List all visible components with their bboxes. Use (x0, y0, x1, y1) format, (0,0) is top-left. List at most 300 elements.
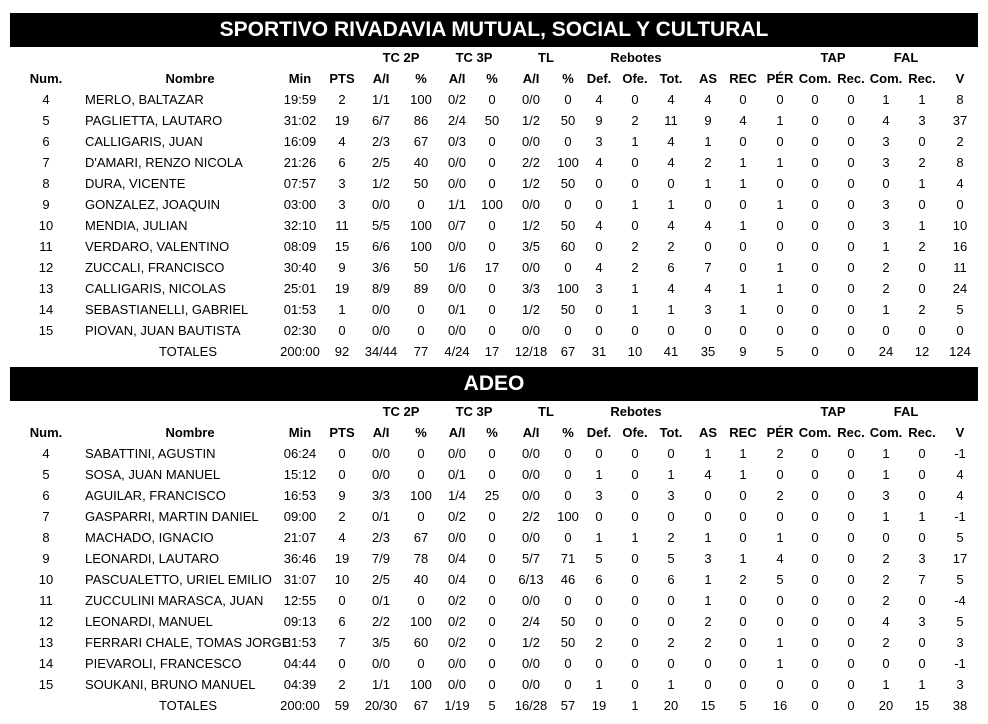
cell-fal-com: 1 (882, 92, 890, 107)
cell-tc2p-pct: 50 (413, 176, 429, 191)
cell-ofe: 1 (631, 281, 639, 296)
cell-min: 31:53 (283, 635, 317, 650)
cell-def: 9 (595, 113, 603, 128)
cell-pts: 0 (338, 323, 346, 338)
cell-tc2p-pct: 100 (410, 239, 432, 254)
cell-pts: 6 (338, 614, 346, 629)
cell-as: 1 (704, 134, 712, 149)
cell-nombre: CALLIGARIS, JUAN (85, 134, 203, 149)
cell-tc2p-ai: 5/5 (371, 218, 391, 233)
cell-tl-ai: 0/0 (521, 488, 541, 503)
cell-min: 15:12 (283, 467, 317, 482)
group-label-tl: TL (538, 404, 554, 419)
total-nombre: TOTALES (158, 698, 218, 713)
cell-v: 8 (956, 92, 964, 107)
cell-tap-rec: 0 (847, 218, 855, 233)
cell-ofe: 0 (631, 218, 639, 233)
cell-pts: 19 (334, 551, 350, 566)
table-row (10, 506, 978, 527)
cell-tc2p-ai: 2/5 (371, 155, 391, 170)
column-header-ofe: Ofe. (622, 425, 648, 440)
cell-fal-com: 1 (882, 509, 890, 524)
cell-tc2p-ai: 6/6 (371, 239, 391, 254)
table-row (10, 320, 978, 341)
cell-fal-rec: 7 (918, 572, 926, 587)
total-nombre: TOTALES (158, 344, 218, 359)
column-header-tc3p-ai: A/I (448, 425, 466, 440)
group-header-row (10, 47, 978, 68)
cell-as: 0 (704, 197, 712, 212)
cell-rec: 0 (739, 239, 747, 254)
cell-ofe: 0 (631, 677, 639, 692)
cell-num: 14 (38, 656, 54, 671)
cell-rec: 1 (739, 155, 747, 170)
cell-pts: 4 (338, 134, 346, 149)
total-num (16, 695, 76, 716)
cell-min: 04:39 (283, 677, 317, 692)
cell-per: 1 (776, 155, 784, 170)
cell-tc3p-ai: 1/6 (447, 260, 467, 275)
cell-nombre: SABATTINI, AGUSTIN (85, 446, 216, 461)
total-def: 31 (591, 344, 607, 359)
cell-rec: 0 (739, 260, 747, 275)
team-section-sportivo (10, 13, 978, 362)
cell-fal-rec: 0 (918, 488, 926, 503)
cell-tap-rec: 0 (847, 176, 855, 191)
cell-rec: 0 (739, 134, 747, 149)
cell-as: 2 (704, 614, 712, 629)
total-pts: 92 (334, 344, 350, 359)
cell-tc2p-ai: 0/0 (371, 302, 391, 317)
cell-tl-ai: 0/0 (521, 260, 541, 275)
cell-tap-com: 0 (811, 155, 819, 170)
cell-tc3p-pct: 50 (484, 113, 500, 128)
cell-nombre: AGUILAR, FRANCISCO (85, 488, 226, 503)
table-row (10, 653, 978, 674)
cell-tl-pct: 0 (564, 92, 572, 107)
cell-tot: 0 (667, 176, 675, 191)
column-header-tl-pct: % (562, 71, 574, 86)
cell-min: 21:26 (283, 155, 317, 170)
cell-fal-rec: 0 (918, 446, 926, 461)
cell-def: 0 (595, 197, 603, 212)
cell-def: 0 (595, 593, 603, 608)
cell-per: 0 (776, 614, 784, 629)
cell-tl-pct: 50 (560, 614, 576, 629)
cell-tap-com: 0 (811, 467, 819, 482)
column-header-tc3p-ai: A/I (448, 71, 466, 86)
column-header-tap-com: Com. (798, 71, 832, 86)
cell-tc2p-pct: 0 (417, 323, 425, 338)
cell-nombre: CALLIGARIS, NICOLAS (85, 281, 226, 296)
total-per: 16 (772, 698, 788, 713)
cell-ofe: 0 (631, 446, 639, 461)
cell-tc3p-pct: 0 (488, 509, 496, 524)
cell-tc2p-pct: 100 (410, 488, 432, 503)
cell-tot: 1 (667, 302, 675, 317)
cell-tl-pct: 0 (564, 656, 572, 671)
cell-num: 9 (42, 197, 50, 212)
cell-tc3p-pct: 0 (488, 467, 496, 482)
cell-rec: 0 (739, 509, 747, 524)
cell-tap-rec: 0 (847, 551, 855, 566)
cell-tl-ai: 2/2 (521, 509, 541, 524)
total-tl-ai: 16/28 (514, 698, 548, 713)
group-label-tap: TAP (820, 404, 846, 419)
cell-tc2p-ai: 0/0 (371, 467, 391, 482)
cell-tc3p-ai: 0/0 (447, 155, 467, 170)
cell-per: 1 (776, 113, 784, 128)
cell-tc2p-ai: 1/1 (371, 92, 391, 107)
cell-fal-com: 0 (882, 176, 890, 191)
cell-tot: 1 (667, 197, 675, 212)
cell-as: 9 (704, 113, 712, 128)
cell-min: 01:53 (283, 302, 317, 317)
cell-tl-pct: 0 (564, 323, 572, 338)
cell-nombre: PIEVAROLI, FRANCESCO (85, 656, 242, 671)
cell-tc3p-ai: 0/0 (447, 677, 467, 692)
team-section-adeo (10, 367, 978, 716)
cell-v: 3 (956, 635, 964, 650)
cell-fal-com: 0 (882, 530, 890, 545)
cell-tl-ai: 0/0 (521, 467, 541, 482)
cell-tc2p-pct: 86 (413, 113, 429, 128)
group-label-tl: TL (538, 50, 554, 65)
cell-tc3p-pct: 0 (488, 302, 496, 317)
cell-tap-com: 0 (811, 218, 819, 233)
cell-rec: 1 (739, 446, 747, 461)
cell-tap-rec: 0 (847, 488, 855, 503)
cell-pts: 19 (334, 281, 350, 296)
cell-fal-com: 1 (882, 677, 890, 692)
cell-fal-com: 3 (882, 488, 890, 503)
cell-tl-pct: 50 (560, 302, 576, 317)
total-v: 38 (952, 698, 968, 713)
table-row (10, 173, 978, 194)
cell-tap-com: 0 (811, 614, 819, 629)
table-row (10, 215, 978, 236)
cell-tot: 0 (667, 323, 675, 338)
total-ofe: 1 (631, 698, 639, 713)
cell-def: 0 (595, 614, 603, 629)
cell-tl-ai: 0/0 (521, 323, 541, 338)
cell-nombre: SOUKANI, BRUNO MANUEL (85, 677, 256, 692)
cell-num: 4 (42, 446, 50, 461)
cell-nombre: GASPARRI, MARTIN DANIEL (85, 509, 259, 524)
cell-rec: 1 (739, 176, 747, 191)
cell-tc2p-pct: 40 (413, 155, 429, 170)
column-header-rec: REC (729, 425, 757, 440)
group-label-tc3p: TC 3P (455, 50, 493, 65)
cell-tc3p-ai: 0/2 (447, 92, 467, 107)
cell-tc2p-ai: 6/7 (371, 113, 391, 128)
cell-fal-rec: 1 (918, 176, 926, 191)
table-row (10, 236, 978, 257)
cell-tc2p-ai: 0/0 (371, 446, 391, 461)
table-row (10, 527, 978, 548)
cell-fal-rec: 0 (918, 467, 926, 482)
totals-row (10, 341, 978, 362)
cell-as: 1 (704, 176, 712, 191)
cell-v: 37 (952, 113, 968, 128)
cell-num: 14 (38, 302, 54, 317)
cell-tc2p-pct: 78 (413, 551, 429, 566)
cell-pts: 9 (338, 488, 346, 503)
cell-tl-ai: 2/4 (521, 614, 541, 629)
cell-tc2p-ai: 2/5 (371, 572, 391, 587)
column-header-per: PÉR (766, 425, 794, 440)
cell-tot: 0 (667, 446, 675, 461)
cell-fal-com: 2 (882, 551, 890, 566)
cell-tc3p-ai: 0/0 (447, 176, 467, 191)
cell-fal-rec: 2 (918, 302, 926, 317)
cell-min: 31:07 (283, 572, 317, 587)
total-min: 200:00 (280, 698, 320, 713)
total-fal-com: 20 (878, 698, 894, 713)
cell-v: 4 (956, 488, 964, 503)
cell-tl-pct: 0 (564, 488, 572, 503)
column-header-fal-rec: Rec. (908, 71, 936, 86)
total-tap-rec: 0 (847, 344, 855, 359)
cell-tap-com: 0 (811, 509, 819, 524)
cell-tl-pct: 100 (557, 281, 579, 296)
cell-nombre: PIOVAN, JUAN BAUTISTA (85, 323, 241, 338)
cell-tc3p-pct: 0 (488, 572, 496, 587)
cell-tot: 3 (667, 488, 675, 503)
table-row (10, 548, 978, 569)
cell-tl-ai: 6/13 (518, 572, 544, 587)
cell-as: 4 (704, 218, 712, 233)
cell-tot: 6 (667, 572, 675, 587)
cell-num: 15 (38, 323, 54, 338)
cell-tc3p-ai: 0/2 (447, 614, 467, 629)
cell-tap-rec: 0 (847, 572, 855, 587)
cell-tc2p-ai: 3/3 (371, 488, 391, 503)
cell-num: 7 (42, 509, 50, 524)
column-header-pts: PTS (329, 425, 355, 440)
cell-tot: 11 (664, 113, 678, 128)
cell-rec: 1 (739, 467, 747, 482)
cell-nombre: MERLO, BALTAZAR (85, 92, 204, 107)
column-header-fal-com: Com. (869, 71, 903, 86)
cell-tc2p-pct: 0 (417, 467, 425, 482)
cell-tc3p-pct: 0 (488, 656, 496, 671)
cell-tap-com: 0 (811, 530, 819, 545)
cell-pts: 0 (338, 446, 346, 461)
cell-tc2p-pct: 0 (417, 509, 425, 524)
cell-tap-com: 0 (811, 176, 819, 191)
cell-tl-pct: 50 (560, 176, 576, 191)
cell-tot: 0 (667, 614, 675, 629)
cell-tap-com: 0 (811, 635, 819, 650)
cell-as: 0 (704, 677, 712, 692)
cell-def: 3 (595, 281, 603, 296)
group-label-fal: FAL (893, 404, 919, 419)
cell-ofe: 0 (631, 614, 639, 629)
column-header-min: Min (288, 425, 312, 440)
column-header-tl-ai: A/I (522, 71, 540, 86)
cell-tc3p-pct: 0 (488, 677, 496, 692)
cell-nombre: ZUCCULINI MARASCA, JUAN (85, 593, 264, 608)
cell-tc3p-ai: 2/4 (447, 113, 467, 128)
cell-v: 2 (956, 134, 964, 149)
cell-tap-com: 0 (811, 593, 819, 608)
cell-tap-rec: 0 (847, 239, 855, 254)
cell-tc3p-pct: 0 (488, 551, 496, 566)
cell-fal-rec: 0 (918, 323, 926, 338)
total-fal-rec: 12 (914, 344, 930, 359)
column-header-tc2p-pct: % (415, 425, 427, 440)
cell-tap-rec: 0 (847, 92, 855, 107)
cell-tc3p-pct: 0 (488, 92, 496, 107)
cell-tc2p-ai: 0/0 (371, 656, 391, 671)
cell-fal-com: 2 (882, 260, 890, 275)
column-header-fal-rec: Rec. (908, 425, 936, 440)
total-tl-ai: 12/18 (514, 344, 548, 359)
cell-per: 0 (776, 218, 784, 233)
cell-def: 0 (595, 176, 603, 191)
cell-tc3p-ai: 0/1 (447, 467, 467, 482)
cell-as: 0 (704, 239, 712, 254)
total-tap-com: 0 (811, 698, 819, 713)
cell-num: 4 (42, 92, 50, 107)
cell-tap-com: 0 (811, 281, 819, 296)
group-label-fal: FAL (893, 50, 919, 65)
cell-pts: 0 (338, 656, 346, 671)
cell-fal-rec: 1 (918, 92, 926, 107)
cell-tc2p-pct: 0 (417, 197, 425, 212)
cell-tc3p-ai: 0/0 (447, 323, 467, 338)
cell-tap-rec: 0 (847, 467, 855, 482)
cell-rec: 0 (739, 197, 747, 212)
cell-tc2p-pct: 50 (413, 260, 429, 275)
cell-rec: 1 (739, 218, 747, 233)
table-row (10, 131, 978, 152)
cell-tl-pct: 50 (560, 218, 576, 233)
cell-tot: 5 (667, 551, 675, 566)
cell-def: 0 (595, 302, 603, 317)
column-header-as: AS (698, 71, 718, 86)
cell-fal-com: 1 (882, 239, 890, 254)
cell-tc3p-ai: 0/2 (447, 593, 467, 608)
total-tc2p-ai: 20/30 (364, 698, 398, 713)
cell-tl-ai: 0/0 (521, 593, 541, 608)
cell-tap-com: 0 (811, 197, 819, 212)
total-min: 200:00 (280, 344, 320, 359)
cell-tap-com: 0 (811, 239, 819, 254)
cell-tl-ai: 0/0 (521, 92, 541, 107)
table-row (10, 152, 978, 173)
cell-min: 31:02 (283, 113, 317, 128)
cell-tc3p-ai: 0/4 (447, 551, 467, 566)
cell-as: 0 (704, 488, 712, 503)
cell-tc2p-pct: 100 (410, 677, 432, 692)
cell-min: 30:40 (283, 260, 317, 275)
cell-as: 0 (704, 509, 712, 524)
cell-nombre: SOSA, JUAN MANUEL (85, 467, 221, 482)
cell-per: 1 (776, 281, 784, 296)
cell-def: 4 (595, 155, 603, 170)
cell-fal-com: 1 (882, 467, 890, 482)
cell-per: 0 (776, 176, 784, 191)
cell-min: 02:30 (283, 323, 317, 338)
cell-tc2p-ai: 0/1 (371, 509, 391, 524)
column-header-tc3p-pct: % (486, 425, 498, 440)
cell-fal-com: 3 (882, 218, 890, 233)
total-tc3p-pct: 5 (488, 698, 496, 713)
cell-min: 12:55 (283, 593, 317, 608)
cell-ofe: 1 (631, 530, 639, 545)
cell-pts: 15 (334, 239, 350, 254)
cell-ofe: 0 (631, 323, 639, 338)
cell-fal-rec: 0 (918, 530, 926, 545)
cell-per: 0 (776, 302, 784, 317)
cell-fal-com: 2 (882, 593, 890, 608)
cell-ofe: 0 (631, 467, 639, 482)
cell-tc2p-pct: 89 (413, 281, 429, 296)
cell-tc2p-ai: 3/5 (371, 635, 391, 650)
cell-pts: 6 (338, 155, 346, 170)
column-header-ofe: Ofe. (622, 71, 648, 86)
cell-as: 1 (704, 446, 712, 461)
column-header-tc2p-pct: % (415, 71, 427, 86)
cell-tc3p-ai: 0/0 (447, 530, 467, 545)
cell-def: 3 (595, 134, 603, 149)
cell-ofe: 2 (631, 113, 639, 128)
cell-min: 06:24 (283, 446, 317, 461)
cell-as: 4 (704, 467, 712, 482)
cell-tc2p-pct: 40 (413, 572, 429, 587)
column-header-tap-com: Com. (798, 425, 832, 440)
cell-tot: 4 (667, 155, 675, 170)
total-pts: 59 (334, 698, 350, 713)
cell-rec: 1 (739, 302, 747, 317)
column-header-nombre: Nombre (165, 71, 215, 86)
column-header-per: PÉR (766, 71, 794, 86)
cell-as: 1 (704, 530, 712, 545)
cell-tot: 4 (667, 281, 675, 296)
cell-nombre: ZUCCALI, FRANCISCO (85, 260, 225, 275)
cell-rec: 1 (739, 551, 747, 566)
cell-nombre: LEONARDI, LAUTARO (85, 551, 220, 566)
cell-min: 08:09 (283, 239, 317, 254)
column-header-tl-pct: % (562, 425, 574, 440)
cell-v: 10 (952, 218, 968, 233)
cell-min: 07:57 (283, 176, 317, 191)
cell-tl-pct: 60 (560, 239, 576, 254)
cell-tc3p-pct: 0 (488, 239, 496, 254)
cell-as: 2 (704, 155, 712, 170)
cell-tc2p-ai: 2/2 (371, 614, 391, 629)
cell-def: 2 (595, 635, 603, 650)
cell-v: 5 (956, 530, 964, 545)
cell-tap-rec: 0 (847, 530, 855, 545)
cell-pts: 2 (338, 509, 346, 524)
cell-tc3p-pct: 0 (488, 323, 496, 338)
cell-tc3p-pct: 0 (488, 530, 496, 545)
cell-tap-rec: 0 (847, 302, 855, 317)
cell-rec: 0 (739, 323, 747, 338)
cell-tap-com: 0 (811, 488, 819, 503)
cell-per: 0 (776, 323, 784, 338)
cell-tl-ai: 0/0 (521, 446, 541, 461)
cell-tap-com: 0 (811, 677, 819, 692)
team-title: SPORTIVO RIVADAVIA MUTUAL, SOCIAL Y CULTURAL (10, 13, 978, 47)
cell-fal-rec: 2 (918, 239, 926, 254)
group-label-rebotes: Rebotes (610, 404, 662, 419)
cell-def: 4 (595, 92, 603, 107)
cell-tot: 0 (667, 509, 675, 524)
